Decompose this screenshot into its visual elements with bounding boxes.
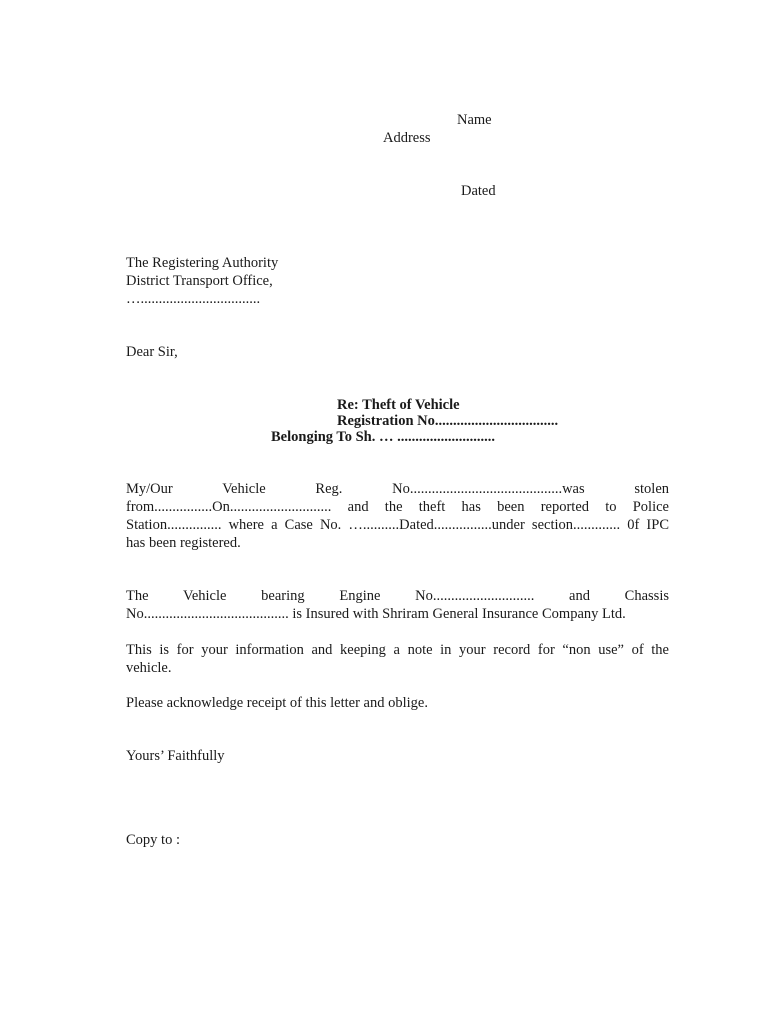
body-paragraph-3-line: vehicle.: [126, 660, 172, 676]
letter-date: Dated: [461, 183, 496, 199]
sender-address: Address: [383, 130, 431, 146]
body-paragraph-1-line: My/Our Vehicle Reg. No..........................................was stolen: [126, 481, 669, 497]
subject-line-2: Registration No..................................: [337, 413, 559, 429]
body-paragraph-1-line: from................On............................ and the theft has been reported to Police: [126, 499, 669, 515]
recipient-line-1: The Registering Authority: [126, 255, 279, 271]
body-paragraph-3-line: This is for your information and keeping a note in your record for “non use” of the: [126, 642, 669, 658]
body-paragraph-2: [126, 587, 669, 623]
body-paragraph-4: Please acknowledge receipt of this letter and oblige.: [126, 695, 428, 711]
subject-line-3: Belonging To Sh. … ...........................: [271, 429, 495, 445]
salutation: Dear Sir,: [126, 344, 178, 360]
body-paragraph-3: [126, 641, 669, 677]
body-paragraph-1: [126, 480, 669, 552]
closing: Yours’ Faithfully: [126, 748, 225, 764]
body-paragraph-1-line: Station............... where a Case No. …..........Dated................under section............. 0f IPC: [126, 517, 669, 533]
body-paragraph-2-line: No........................................ is Insured with Shriram General Insurance Company Ltd.: [126, 606, 626, 622]
recipient-line-3: ….................................: [126, 291, 261, 307]
copy-to: Copy to :: [126, 832, 180, 848]
body-paragraph-2-line: The Vehicle bearing Engine No............................ and Chassis: [126, 588, 669, 604]
body-paragraph-1-line: has been registered.: [126, 535, 241, 551]
subject-line-1: Re: Theft of Vehicle: [337, 397, 460, 413]
sender-name: Name: [457, 112, 492, 128]
recipient-line-2: District Transport Office,: [126, 273, 273, 289]
